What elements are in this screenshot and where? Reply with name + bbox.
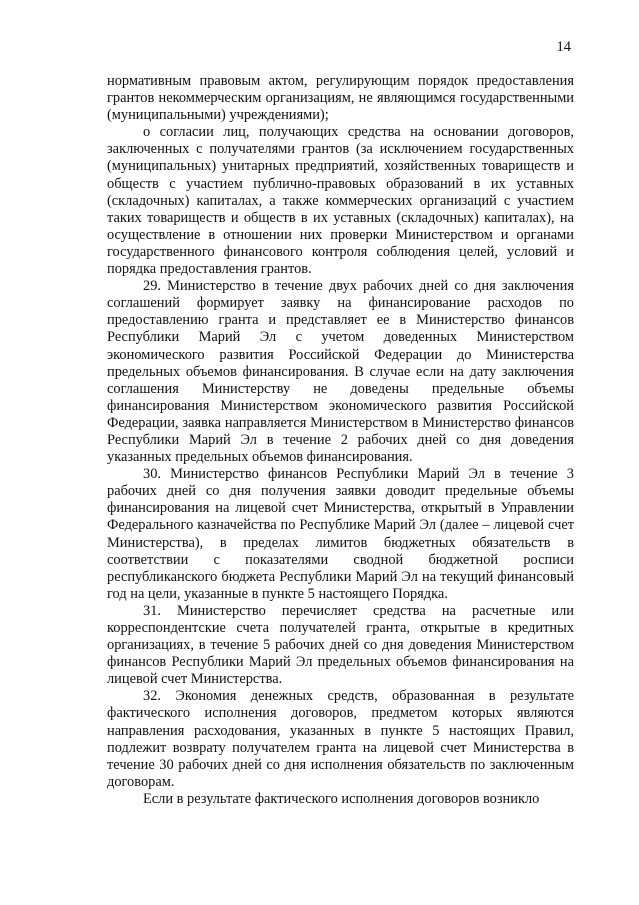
paragraph-continuation: нормативным правовым актом, регулирующим порядок предоставления грантов некоммерческим организациям, не являющимся государственными (муниципальными) учреждениями); [107,73,574,124]
document-body [107,73,574,808]
paragraph-32: 32. Экономия денежных средств, образованная в результате фактического исполнения договоров, предметом которых являются направления расходования, указанных в пункте 5 настоящих Правил, подлежит возврату получателем гранта на лицевой счет Министерства в течение 30 рабочих дней со дня исполнения обязательств по заключенным договорам. [107,688,574,790]
paragraph-consent: о согласии лиц, получающих средства на основании договоров, заключенных с получателями грантов (за исключением государственных (муниципальных) унитарных предприятий, хозяйственных товариществ и обществ с участием публично-правовых образований в их уставных (складочных) капиталах, а также коммерческих организаций с участием таких товариществ и обществ в их уставных (складочных) капиталах), на осуществление в отношении них проверки Министерством и органами государственного финансового контроля соблюдения целей, условий и порядка предоставления грантов. [107,124,574,278]
paragraph-last: Если в результате фактического исполнения договоров возникло [143,790,540,807]
paragraph-29: 29. Министерство в течение двух рабочих дней со дня заключения соглашений формирует заявку на финансирование расходов по предоставлению гранта и представляет ее в Министерство финансов Республики Марий Эл с учетом доведенных Министерством экономического развития Российской Федерации до Министерства предельных объемов финансирования. В случае если на дату заключения соглашения Министерству не доведены предельные объемы финансирования Министерством экономического развития Российской Федерации, заявка направляется Министерством в Министерство финансов Республики Марий Эл в течение 2 рабочих дней со дня доведения указанных предельных объемов финансирования. [107,278,574,466]
paragraph-30: 30. Министерство финансов Республики Марий Эл в течение 3 рабочих дней со дня получения заявки доводит предельные объемы финансирования на лицевой счет Министерства, открытый в Управлении Федерального казначейства по Республике Марий Эл (далее – лицевой счет Министерства), в пределах лимитов бюджетных обязательств в соответствии с показателями сводной бюджетной росписи республиканского бюджета Республики Марий Эл на текущий финансовый год на цели, указанные в пункте 5 настоящего Порядка. [107,466,574,602]
paragraph-31: 31. Министерство перечисляет средства на расчетные или корреспондентские счета получателей гранта, открытые в кредитных организациях, в течение 5 рабочих дней со дня доведения Министерством финансов Республики Марий Эл предельных объемов финансирования на лицевой счет Министерства. [107,602,574,688]
page-number: 14 [556,39,571,55]
